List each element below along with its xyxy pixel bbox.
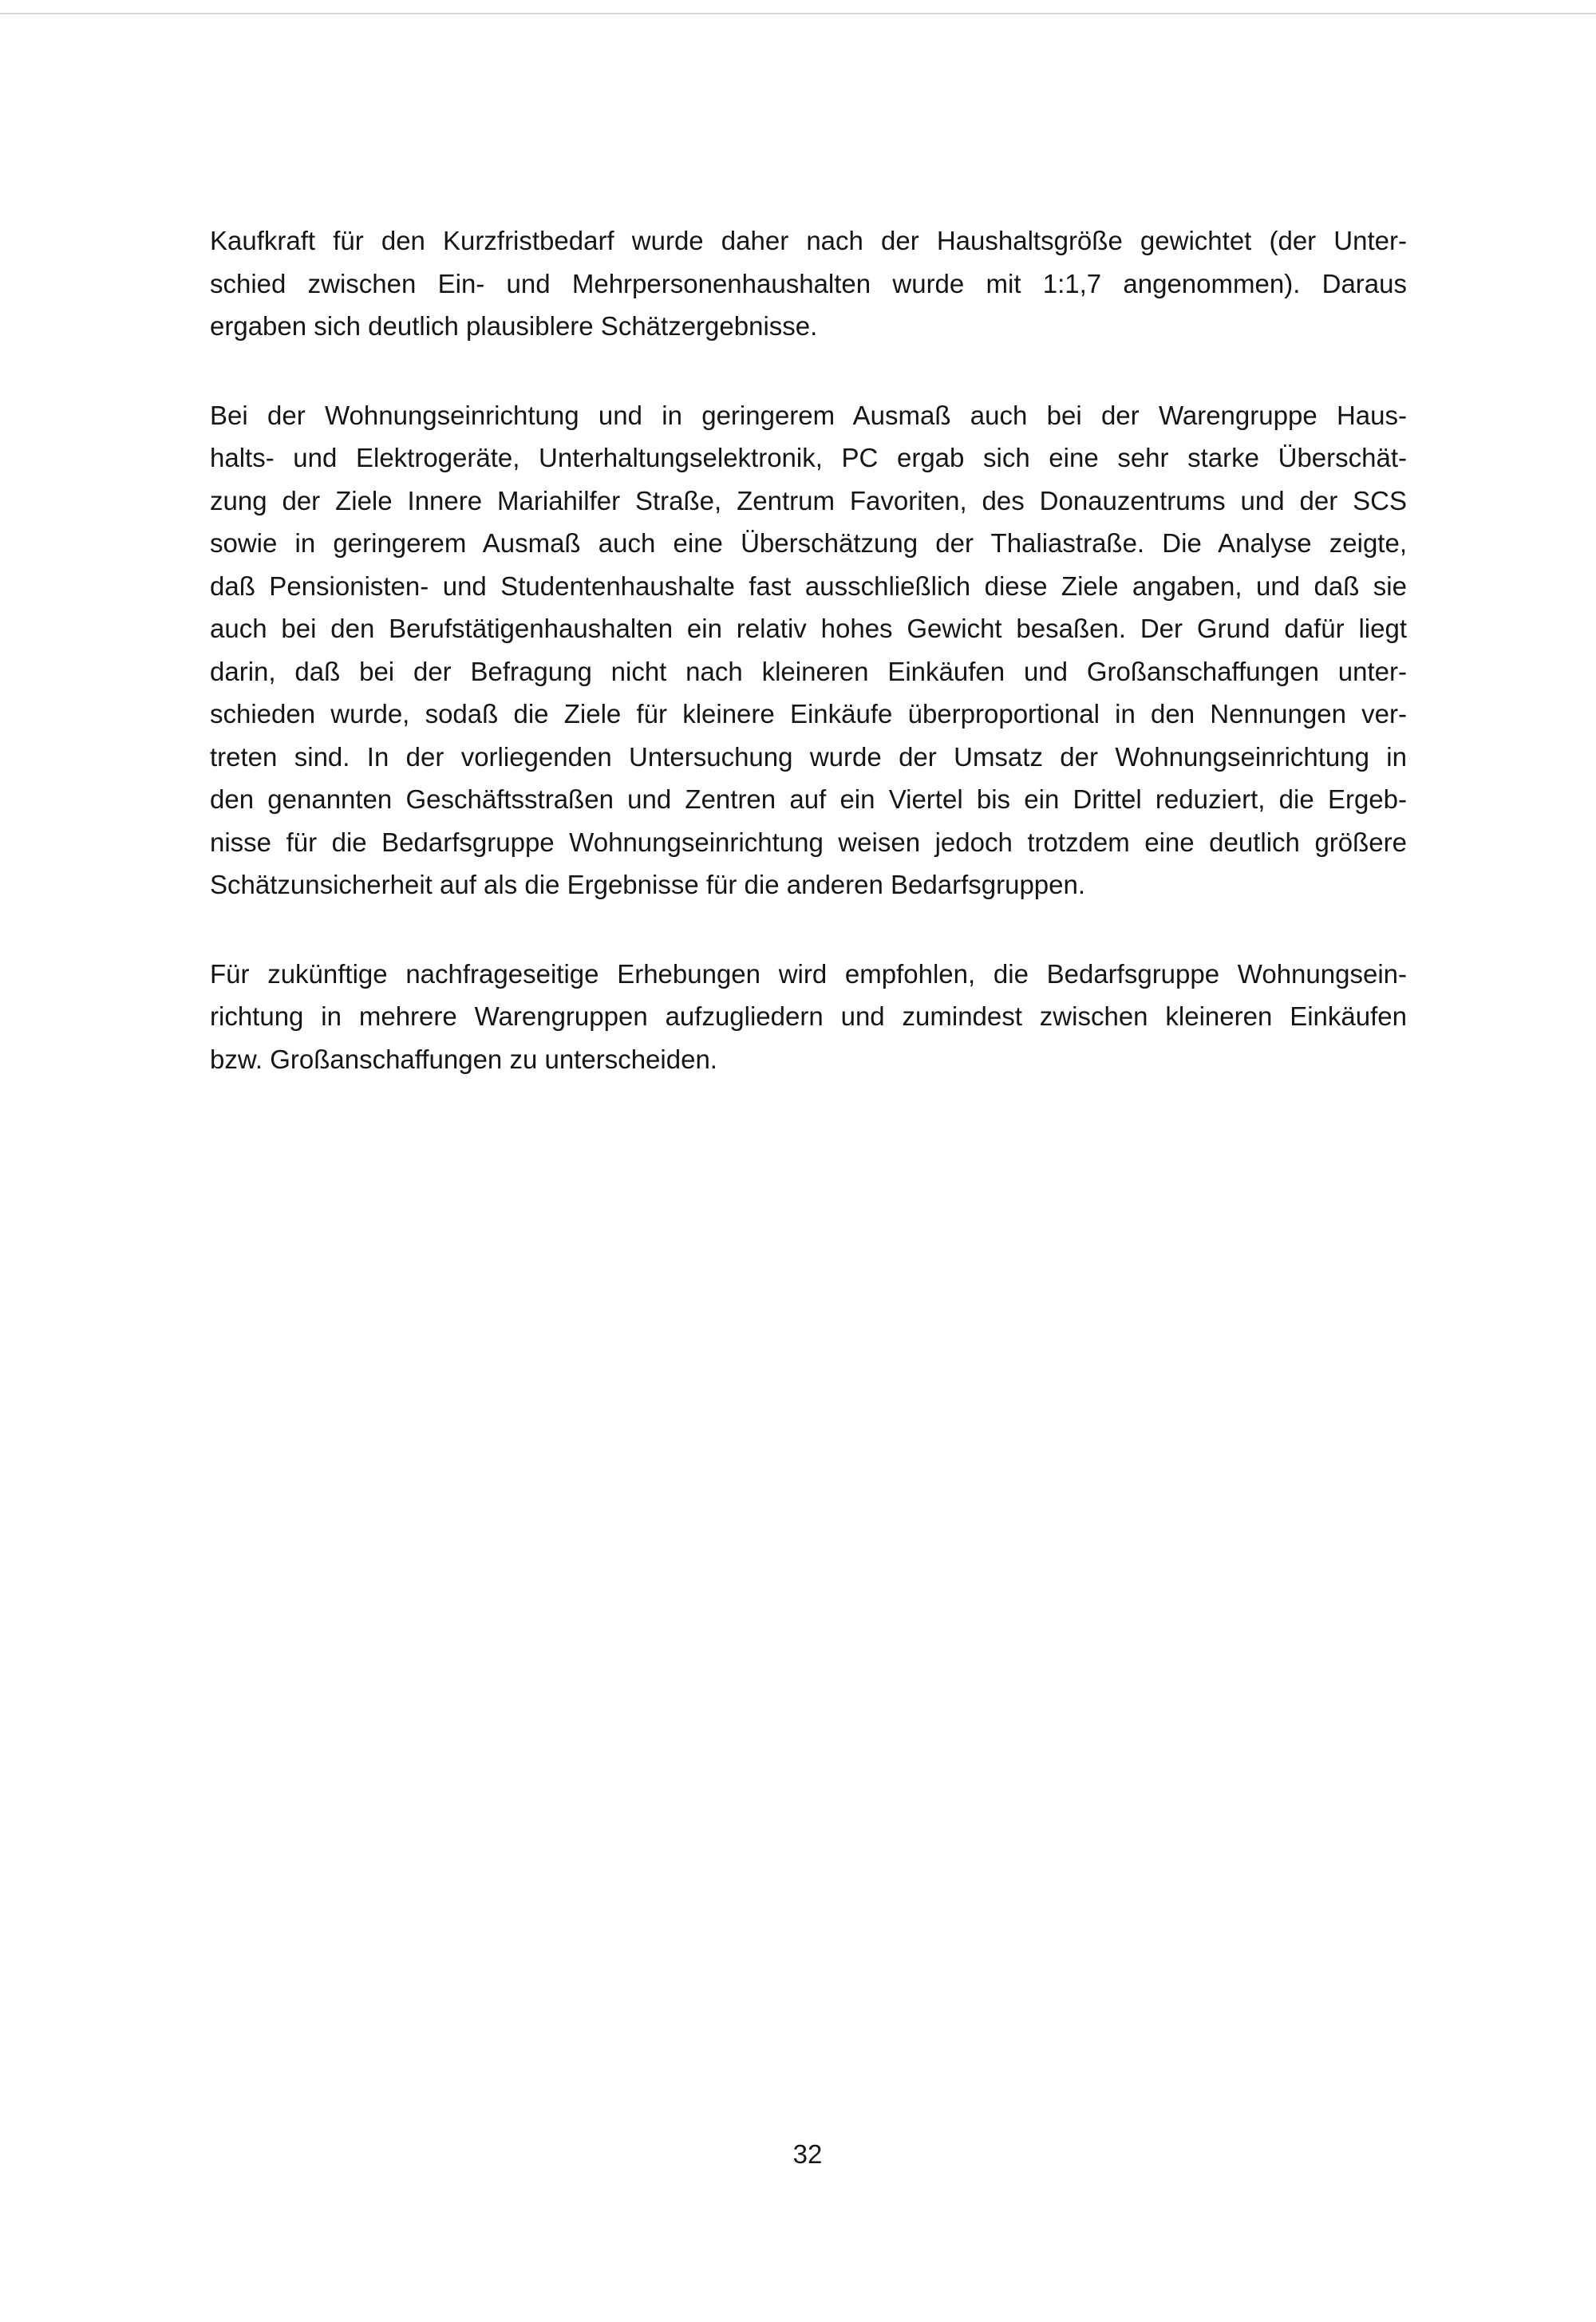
text-line: schied zwischen Ein- und Mehrpersonenhaushalten wurde mit 1:1,7 angenommen). Daraus <box>210 268 1407 298</box>
text-line: sowie in geringerem Ausmaß auch eine Überschätzung der Thaliastraße. Die Analyse zeigte, <box>210 528 1407 558</box>
text-line: schieden wurde, sodaß die Ziele für kleinere Einkäufe überproportional in den Nennungen ver- <box>210 699 1407 729</box>
text-line: bzw. Großanschaffungen zu unterscheiden. <box>210 1044 717 1074</box>
text-line: Für zukünftige nachfrageseitige Erhebungen wird empfohlen, die Bedarfsgruppe Wohnungsein- <box>210 958 1407 989</box>
text-line: Bei der Wohnungseinrichtung und in geringerem Ausmaß auch bei der Warengruppe Haus- <box>210 400 1407 430</box>
page-number: 32 <box>792 2139 823 2169</box>
scan-edge-line <box>0 13 1596 14</box>
text-line: treten sind. In der vorliegenden Untersuchung wurde der Umsatz der Wohnungseinrichtung in <box>210 741 1407 772</box>
text-line: richtung in mehrere Warengruppen aufzugliedern und zumindest zwischen kleineren Einkäufen <box>210 1001 1407 1031</box>
text-line: halts- und Elektrogeräte, Unterhaltungselektronik, PC ergab sich eine sehr starke Überschät- <box>210 443 1407 472</box>
paragraph-recommendation <box>210 953 1407 1081</box>
text-line: nisse für die Bedarfsgruppe Wohnungseinrichtung weisen jedoch trotzdem eine deutlich größere <box>210 827 1407 857</box>
page-body <box>210 219 1407 1127</box>
text-line: auch bei den Berufstätigenhaushalten ein relativ hohes Gewicht besaßen. Der Grund dafür liegt <box>210 614 1407 643</box>
text-line: Schätzunsicherheit auf als die Ergebnisse für die anderen Bedarfsgruppen. <box>210 870 1086 899</box>
text-line: ergaben sich deutlich plausiblere Schätzergebnisse. <box>210 311 818 341</box>
text-line: den genannten Geschäftsstraßen und Zentren auf ein Viertel bis ein Drittel reduziert, die Ergeb- <box>210 784 1407 814</box>
text-line: darin, daß bei der Befragung nicht nach kleineren Einkäufen und Großanschaffungen unter- <box>210 656 1407 686</box>
text-line: daß Pensionisten- und Studentenhaushalte fast ausschließlich diese Ziele angaben, und daß sie <box>210 571 1407 601</box>
text-line: zung der Ziele Innere Mariahilfer Straße, Zentrum Favoriten, des Donauzentrums und der SCS <box>210 485 1407 515</box>
text-line: Kaufkraft für den Kurzfristbedarf wurde daher nach der Haushaltsgröße gewichtet (der Unter- <box>210 226 1407 255</box>
paragraph-home-furnishing-analysis <box>210 394 1407 906</box>
paragraph-purchasing-power <box>210 219 1407 348</box>
